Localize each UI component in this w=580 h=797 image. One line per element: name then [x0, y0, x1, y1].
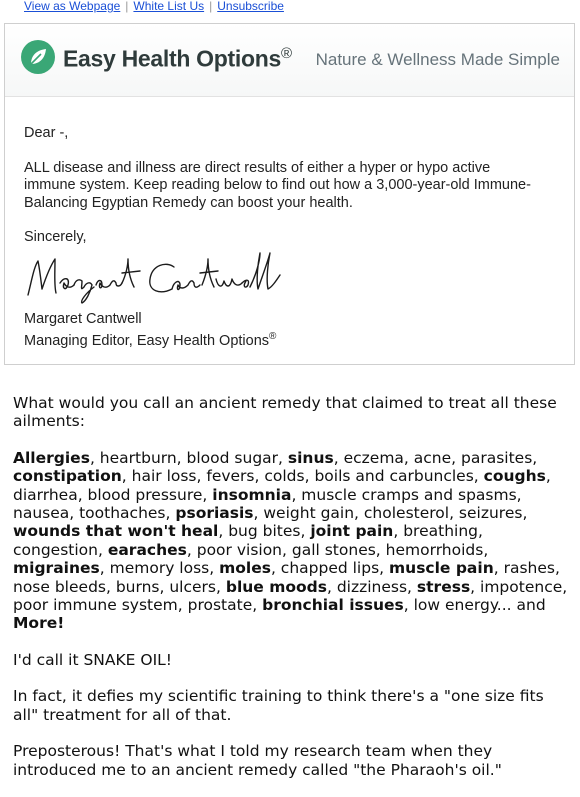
link-separator: |	[209, 0, 213, 13]
ailment-text: , memory loss,	[99, 559, 220, 578]
registered-mark: ®	[280, 45, 292, 62]
brand-text: Easy Health Options	[63, 45, 281, 72]
ailment-text: , eczema, acne, parasites,	[333, 448, 538, 467]
ailment-highlight: coughs	[483, 467, 546, 486]
ailment-highlight: More!	[13, 614, 65, 633]
letter-body	[5, 97, 574, 350]
ailments-list	[13, 449, 568, 633]
unsubscribe-link[interactable]: Unsubscribe	[217, 0, 284, 13]
ailment-text: , chapped lips,	[270, 559, 390, 578]
ailment-text: , bug bites,	[218, 522, 311, 541]
ailment-highlight: muscle pain	[389, 559, 494, 578]
leaf-logo-icon	[21, 40, 55, 74]
article-intro: What would you call an ancient remedy that claimed to treat all these ailments:	[13, 394, 557, 431]
ailment-highlight: Allergies	[13, 448, 90, 467]
ailment-highlight: psoriasis	[175, 504, 254, 523]
ailment-text: , hair loss, fevers, colds, boils and carbuncles,	[121, 467, 484, 486]
view-as-webpage-link[interactable]: View as Webpage	[24, 0, 121, 13]
preposterous-paragraph: Preposterous! That's what I told my research team when they introduced me to an ancient remedy called "the Pharaoh's oil."	[13, 742, 502, 779]
ailment-highlight: sinus	[287, 448, 334, 467]
ailment-highlight: stress	[416, 577, 471, 596]
letter-greeting: Dear -,	[24, 125, 69, 141]
snake-oil-line: I'd call it SNAKE OIL!	[13, 650, 173, 669]
ailment-text: , breathing, congestion,	[13, 522, 483, 559]
letter-paragraph: ALL disease and illness are direct results of either a hyper or hypo active immune system. Keep reading below to find out how a 3,000-year-old Immune-Balancing Egyptian Remedy can boost your health.	[24, 159, 531, 211]
ailment-text: , diarrhea, blood pressure,	[13, 467, 551, 504]
link-separator: |	[125, 0, 129, 13]
editor-title	[24, 328, 574, 350]
ailment-text: , impotence, poor immune system, prostate,	[13, 577, 568, 615]
editor-letter-card	[4, 23, 575, 365]
registered-mark: ®	[269, 331, 277, 342]
ailment-text: , low energy... and	[403, 596, 546, 615]
ailment-highlight: blue moods	[225, 577, 327, 596]
ailment-text: , muscle cramps and spasms, nausea, toothaches,	[13, 485, 522, 523]
ailment-highlight: migraines	[13, 559, 100, 578]
ailment-highlight: constipation	[13, 467, 122, 486]
article-body	[13, 394, 568, 797]
email-header-links	[0, 0, 580, 22]
letter-closing: Sincerely,	[24, 229, 87, 245]
white-list-link[interactable]: White List Us	[133, 0, 205, 13]
ailment-highlight: wounds that won't heal	[13, 522, 219, 541]
ailment-text: , rashes, nose bleeds, burns, ulcers,	[13, 559, 560, 596]
ailment-text: , poor vision, gall stones, hemorrhoids,	[186, 540, 489, 559]
ailment-text: , weight gain, cholesterol, seizures,	[253, 504, 528, 523]
defies-paragraph: In fact, it defies my scientific training to think there's a "one size fits all" treatment for all of that.	[13, 687, 544, 724]
ailment-highlight: earaches	[107, 540, 187, 559]
ailment-highlight: joint pain	[310, 522, 394, 541]
ailment-text: , dizziness,	[326, 577, 417, 596]
editor-title-text: Managing Editor, Easy Health Options	[24, 332, 270, 349]
brand-name	[63, 45, 292, 73]
editor-name: Margaret Cantwell	[24, 310, 142, 327]
brand-banner	[5, 24, 574, 97]
ailment-highlight: moles	[219, 559, 271, 578]
brand-tagline: Nature & Wellness Made Simple	[315, 50, 560, 69]
ailment-text: , heartburn, blood sugar,	[89, 448, 288, 467]
ailment-highlight: insomnia	[212, 485, 292, 504]
ailment-highlight: bronchial issues	[262, 596, 404, 615]
handwritten-signature	[24, 249, 574, 305]
